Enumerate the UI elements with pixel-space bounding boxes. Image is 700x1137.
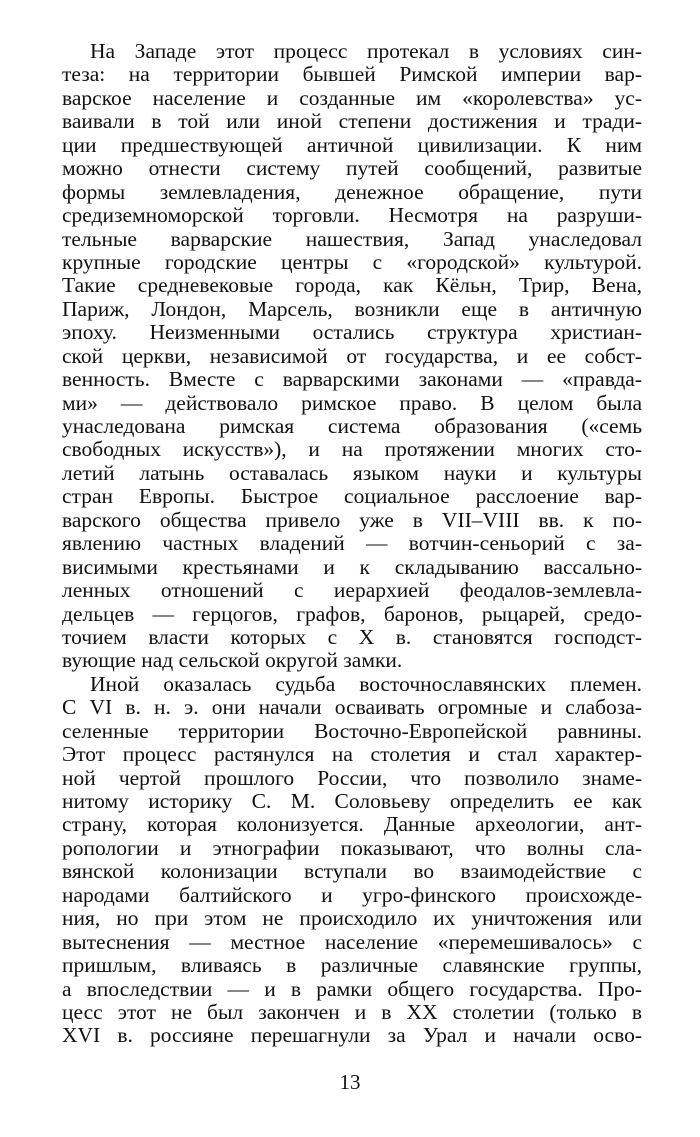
text-line: вытеснения — местное население «перемешивалось» с: [62, 929, 642, 954]
text-line: точием власти которых с X в. становятся господст-: [62, 624, 642, 649]
text-line: ния, но при этом не происходило их уничтожения или: [62, 906, 642, 931]
text-line: Такие средневековые города, как Кёльн, Трир, Вена,: [62, 273, 642, 298]
paragraph: [62, 673, 642, 1048]
text-line: варское население и созданные им «королевства» ус-: [62, 85, 642, 110]
text-line: венность. Вместе с варварскими законами — «правда-: [62, 367, 642, 392]
text-line: Этот процесс растянулся на столетия и стал характер-: [62, 742, 642, 767]
page-number: 13: [339, 1070, 361, 1094]
text-line: вянской колонизации вступали во взаимодействие с: [62, 859, 642, 884]
text-line: формы землевладения, денежное обращение, пути: [62, 179, 642, 204]
text-line: висимыми крестьянами и к складыванию вассально-: [62, 554, 642, 579]
text-line: пришлым, вливаясь в различные славянские группы,: [62, 953, 642, 978]
text-line: явлению частных владений — вотчин-сеньорий с за-: [62, 531, 642, 556]
text-line: цесс этот не был закончен и в XX столетии (только в: [62, 999, 642, 1024]
text-line: ции предшествующей античной цивилизации. К ним: [62, 132, 642, 157]
text-line: теза: на территории бывшей Римской империи вар-: [62, 62, 642, 87]
text-line: ропологии и этнографии показывают, что волны сла-: [62, 835, 642, 860]
text-line: дельцев — герцогов, графов, баронов, рыцарей, средо-: [62, 601, 642, 626]
text-line: стран Европы. Быстрое социальное расслоение вар-: [62, 484, 642, 509]
text-line: вующие над сельской округой замки.: [62, 648, 403, 673]
text-line: крупные городские центры с «городской» культурой.: [62, 249, 642, 274]
text-line: варского общества привело уже в VII–VIII вв. к по-: [62, 507, 642, 532]
text-line: свободных искусств»), и на протяжении многих сто-: [62, 437, 642, 462]
text-line: Париж, Лондон, Марсель, возникли еще в античную: [62, 296, 642, 321]
text-line: ленных отношений с иерархией феодалов-землевла-: [62, 578, 642, 603]
text-line: С VI в. н. э. они начали осваивать огромные и слабоза-: [62, 695, 642, 720]
text-line: а впоследствии — и в рамки общего государства. Про-: [62, 976, 642, 1001]
text-line: ной чертой прошлого России, что позволило знаме-: [62, 765, 642, 790]
text-line: XVI в. россияне перешагнули за Урал и начали осво-: [62, 1023, 642, 1048]
text-line: унаследована римская система образования («семь: [62, 414, 642, 438]
text-line: ваивали в той или иной степени достижения и тради-: [62, 109, 642, 134]
text-line: тельные варварские нашествия, Запад унаследовал: [62, 226, 642, 251]
text-line: летий латынь оставалась языком науки и культуры: [62, 460, 642, 485]
text-line: Иной оказалась судьба восточнославянских племен.: [90, 671, 642, 696]
text-line: эпоху. Неизменными остались структура христиан-: [62, 320, 642, 345]
paragraph: [62, 40, 642, 673]
text-line: нитому историку С. М. Соловьеву определить ее как: [62, 789, 642, 813]
text-line: ской церкви, независимой от государства, и ее собст-: [62, 343, 642, 368]
text-line: На Западе этот процесс протекал в условиях син-: [90, 39, 642, 63]
text-line: можно отнести систему путей сообщений, развитые: [62, 156, 642, 181]
text-line: средиземноморской торговли. Несмотря на разруши-: [62, 203, 642, 228]
text-line: народами балтийского и угро-финского происхожде-: [62, 882, 642, 907]
text-line: селенные территории Восточно-Европейской равнины.: [62, 718, 642, 743]
text-line: страну, которая колонизуется. Данные археологии, ант-: [62, 812, 642, 837]
text-line: ми» — действовало римское право. В целом была: [62, 390, 642, 415]
page-body: [62, 40, 642, 1048]
